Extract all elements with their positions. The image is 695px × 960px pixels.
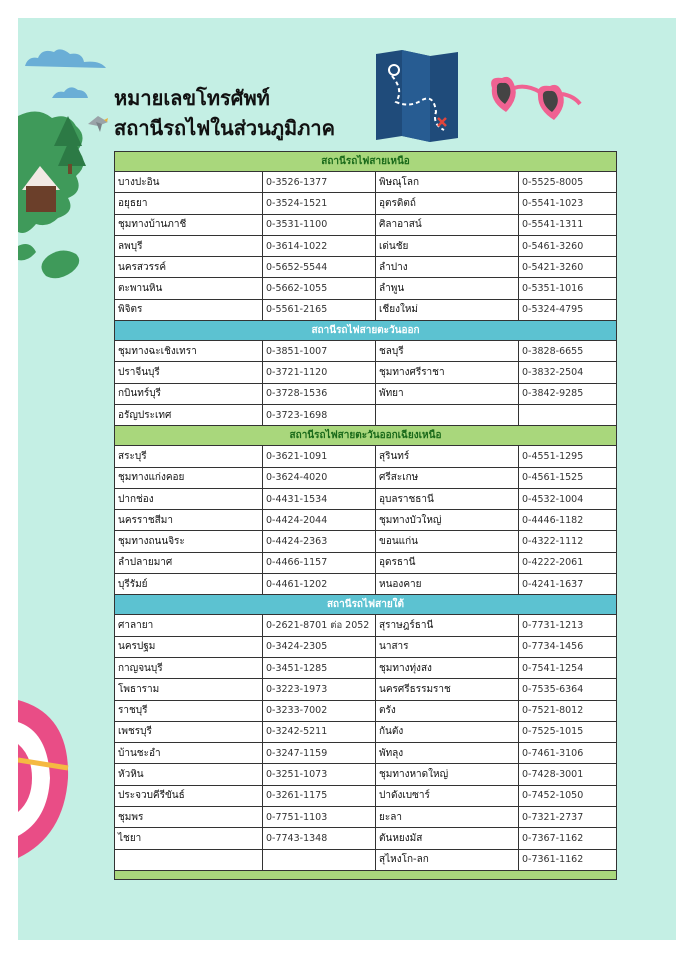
station-name: ประจวบคีรีขันธ์: [115, 785, 263, 806]
table-row: [115, 849, 617, 870]
station-name: ชุมทางศรีราชา: [376, 362, 519, 383]
station-name: พิจิตร: [115, 299, 263, 320]
station-name: ปาดังเบซาร์: [376, 785, 519, 806]
station-name: ลำพูน: [376, 278, 519, 299]
title-line-2: สถานีรถไฟในส่วนภูมิภาค: [114, 116, 335, 140]
section-header-northeast: [115, 426, 617, 446]
station-name: ศรีสะเกษ: [376, 467, 519, 488]
phone-number: 0-7743-1348: [263, 828, 376, 849]
table-row: [115, 467, 617, 488]
phone-number: 0-5561-2165: [263, 299, 376, 320]
station-name: บางปะอิน: [115, 172, 263, 193]
phone-number: 0-4431-1534: [263, 488, 376, 509]
station-name: [376, 404, 519, 425]
phone-number: 0-7734-1456: [519, 636, 617, 657]
phone-number: 0-7361-1162: [519, 849, 617, 870]
phone-number: 0-3723-1698: [263, 404, 376, 425]
bird-icon: [86, 112, 110, 134]
station-name: โพธาราม: [115, 679, 263, 700]
station-name: ชลบุรี: [376, 341, 519, 362]
phone-number: 0-4561-1525: [519, 467, 617, 488]
phone-number: 0-5541-1311: [519, 214, 617, 235]
table-row: [115, 214, 617, 235]
table-row: [115, 657, 617, 678]
station-name: กาญจนบุรี: [115, 657, 263, 678]
station-name: ลำปลายมาศ: [115, 552, 263, 573]
section-title: สถานีรถไฟสายเหนือ: [115, 152, 617, 172]
station-name: ชุมทางบ้านภาชี: [115, 214, 263, 235]
station-name: ขอนแก่น: [376, 531, 519, 552]
station-name: สุรินทร์: [376, 446, 519, 467]
beach-umbrella-illustration: [18, 700, 88, 860]
phone-number: 0-2621-8701 ต่อ 2052: [263, 615, 376, 636]
island-illustration: [18, 106, 98, 306]
station-name: บุรีรัมย์: [115, 574, 263, 595]
phone-number: 0-3424-2305: [263, 636, 376, 657]
table-row: [115, 446, 617, 467]
station-name: อุดรธานี: [376, 552, 519, 573]
section-header-south: [115, 595, 617, 615]
station-name: ยะลา: [376, 807, 519, 828]
page-title: [114, 83, 335, 143]
table-row: [115, 700, 617, 721]
section-header-north: [115, 152, 617, 172]
station-name: สุไหงโก-ลก: [376, 849, 519, 870]
phone-number: 0-7731-1213: [519, 615, 617, 636]
phone-number: 0-7521-8012: [519, 700, 617, 721]
phone-number: 0-3526-1377: [263, 172, 376, 193]
section-title: สถานีรถไฟสายใต้: [115, 595, 617, 615]
phone-number: 0-4446-1182: [519, 510, 617, 531]
station-name: นาสาร: [376, 636, 519, 657]
phone-number: 0-3621-1091: [263, 446, 376, 467]
phone-number: 0-4466-1157: [263, 552, 376, 573]
station-name: ชุมทางแก่งคอย: [115, 467, 263, 488]
phone-number: 0-4241-1637: [519, 574, 617, 595]
table-row: [115, 257, 617, 278]
station-phone-table: [114, 151, 617, 880]
phone-number: 0-5541-1023: [519, 193, 617, 214]
cloud-icon: [20, 44, 110, 74]
station-name: บ้านชะอำ: [115, 743, 263, 764]
station-name: ชุมทางฉะเชิงเทรา: [115, 341, 263, 362]
station-name: [115, 849, 263, 870]
station-name: กันตัง: [376, 721, 519, 742]
table-row: [115, 488, 617, 509]
phone-number: 0-3842-9285: [519, 383, 617, 404]
phone-number: [519, 404, 617, 425]
table-row: [115, 552, 617, 573]
station-name: ตรัง: [376, 700, 519, 721]
station-name: เด่นชัย: [376, 235, 519, 256]
phone-number: 0-5461-3260: [519, 235, 617, 256]
phone-number: 0-4461-1202: [263, 574, 376, 595]
phone-number: 0-5351-1016: [519, 278, 617, 299]
station-name: ปราจีนบุรี: [115, 362, 263, 383]
section-header-east: [115, 321, 617, 341]
title-line-1: หมายเลขโทรศัพท์: [114, 86, 270, 110]
station-name: ชุมทางหาดใหญ่: [376, 764, 519, 785]
station-name: สุราษฎร์ธานี: [376, 615, 519, 636]
table-row: [115, 574, 617, 595]
station-name: นครสวรรค์: [115, 257, 263, 278]
phone-number: 0-7428-3001: [519, 764, 617, 785]
station-name: ศาลายา: [115, 615, 263, 636]
station-name: ลพบุรี: [115, 235, 263, 256]
table-row: [115, 362, 617, 383]
table-row: [115, 531, 617, 552]
station-name: ชุมทางบัวใหญ่: [376, 510, 519, 531]
station-name: นครราชสีมา: [115, 510, 263, 531]
station-name: อุตรดิตถ์: [376, 193, 519, 214]
station-name: ตะพานหิน: [115, 278, 263, 299]
table-body: [115, 152, 617, 880]
station-name: ปากช่อง: [115, 488, 263, 509]
phone-number: 0-7541-1254: [519, 657, 617, 678]
phone-number: 0-3242-5211: [263, 721, 376, 742]
table-row: [115, 785, 617, 806]
phone-number: 0-7535-6364: [519, 679, 617, 700]
phone-number: 0-3451-1285: [263, 657, 376, 678]
table-row: [115, 341, 617, 362]
phone-number: 0-7367-1162: [519, 828, 617, 849]
section-title: สถานีรถไฟสายตะวันออกเฉียงเหนือ: [115, 426, 617, 446]
phone-number: 0-3851-1007: [263, 341, 376, 362]
table-row: [115, 721, 617, 742]
phone-number: 0-3721-1120: [263, 362, 376, 383]
table-row: [115, 299, 617, 320]
station-name: ศิลาอาสน์: [376, 214, 519, 235]
phone-number: 0-7525-1015: [519, 721, 617, 742]
phone-number: 0-5662-1055: [263, 278, 376, 299]
station-name: กบินทร์บุรี: [115, 383, 263, 404]
table-footer-bar: [115, 870, 617, 879]
station-name: ชุมทางถนนจิระ: [115, 531, 263, 552]
heart-sunglasses-illustration: [484, 74, 584, 134]
phone-number: 0-3614-1022: [263, 235, 376, 256]
phone-number: 0-7751-1103: [263, 807, 376, 828]
phone-number: 0-3251-1073: [263, 764, 376, 785]
phone-number: 0-4322-1112: [519, 531, 617, 552]
station-name: อุบลราชธานี: [376, 488, 519, 509]
station-name: หัวหิน: [115, 764, 263, 785]
station-name: เพชรบุรี: [115, 721, 263, 742]
phone-number: 0-7461-3106: [519, 743, 617, 764]
station-name: เชียงใหม่: [376, 299, 519, 320]
phone-number: 0-5652-5544: [263, 257, 376, 278]
phone-number: 0-3828-6655: [519, 341, 617, 362]
table-row: [115, 636, 617, 657]
treasure-map-illustration: [374, 50, 460, 142]
station-name: สระบุรี: [115, 446, 263, 467]
station-name: นครศรีธรรมราช: [376, 679, 519, 700]
phone-number: 0-3247-1159: [263, 743, 376, 764]
station-name: ราชบุรี: [115, 700, 263, 721]
station-name: ชุมทางทุ่งสง: [376, 657, 519, 678]
phone-number: 0-7321-2737: [519, 807, 617, 828]
phone-number: 0-5525-8005: [519, 172, 617, 193]
table-row: [115, 278, 617, 299]
phone-number: 0-3233-7002: [263, 700, 376, 721]
table-row: [115, 172, 617, 193]
phone-number: 0-3524-1521: [263, 193, 376, 214]
phone-number: 0-4424-2363: [263, 531, 376, 552]
station-name: ตันหยงมัส: [376, 828, 519, 849]
phone-number: 0-5324-4795: [519, 299, 617, 320]
phone-number: 0-3832-2504: [519, 362, 617, 383]
table-row: [115, 807, 617, 828]
table-row: [115, 383, 617, 404]
page-background: [18, 18, 676, 940]
station-name: ไชยา: [115, 828, 263, 849]
table-row: [115, 743, 617, 764]
table-row: [115, 828, 617, 849]
phone-number: 0-3728-1536: [263, 383, 376, 404]
table-row: [115, 193, 617, 214]
station-name: นครปฐม: [115, 636, 263, 657]
phone-number: 0-3531-1100: [263, 214, 376, 235]
phone-number: [263, 849, 376, 870]
table-row: [115, 615, 617, 636]
table-row: [115, 510, 617, 531]
phone-number: 0-4424-2044: [263, 510, 376, 531]
phone-number: 0-3624-4020: [263, 467, 376, 488]
table-row: [115, 764, 617, 785]
section-title: สถานีรถไฟสายตะวันออก: [115, 321, 617, 341]
station-name: พัทยา: [376, 383, 519, 404]
station-name: ลำปาง: [376, 257, 519, 278]
station-name: พัทลุง: [376, 743, 519, 764]
phone-number: 0-3261-1175: [263, 785, 376, 806]
phone-number: 0-3223-1973: [263, 679, 376, 700]
table-row: [115, 404, 617, 425]
phone-number: 0-7452-1050: [519, 785, 617, 806]
phone-number: 0-4551-1295: [519, 446, 617, 467]
station-name: หนองคาย: [376, 574, 519, 595]
station-name: พิษณุโลก: [376, 172, 519, 193]
station-name: อรัญประเทศ: [115, 404, 263, 425]
table-row: [115, 679, 617, 700]
phone-number: 0-4532-1004: [519, 488, 617, 509]
station-name: ชุมพร: [115, 807, 263, 828]
phone-number: 0-5421-3260: [519, 257, 617, 278]
table-row: [115, 235, 617, 256]
station-name: อยุธยา: [115, 193, 263, 214]
footer-bar: [115, 870, 617, 879]
cloud-icon: [50, 84, 90, 100]
phone-number: 0-4222-2061: [519, 552, 617, 573]
